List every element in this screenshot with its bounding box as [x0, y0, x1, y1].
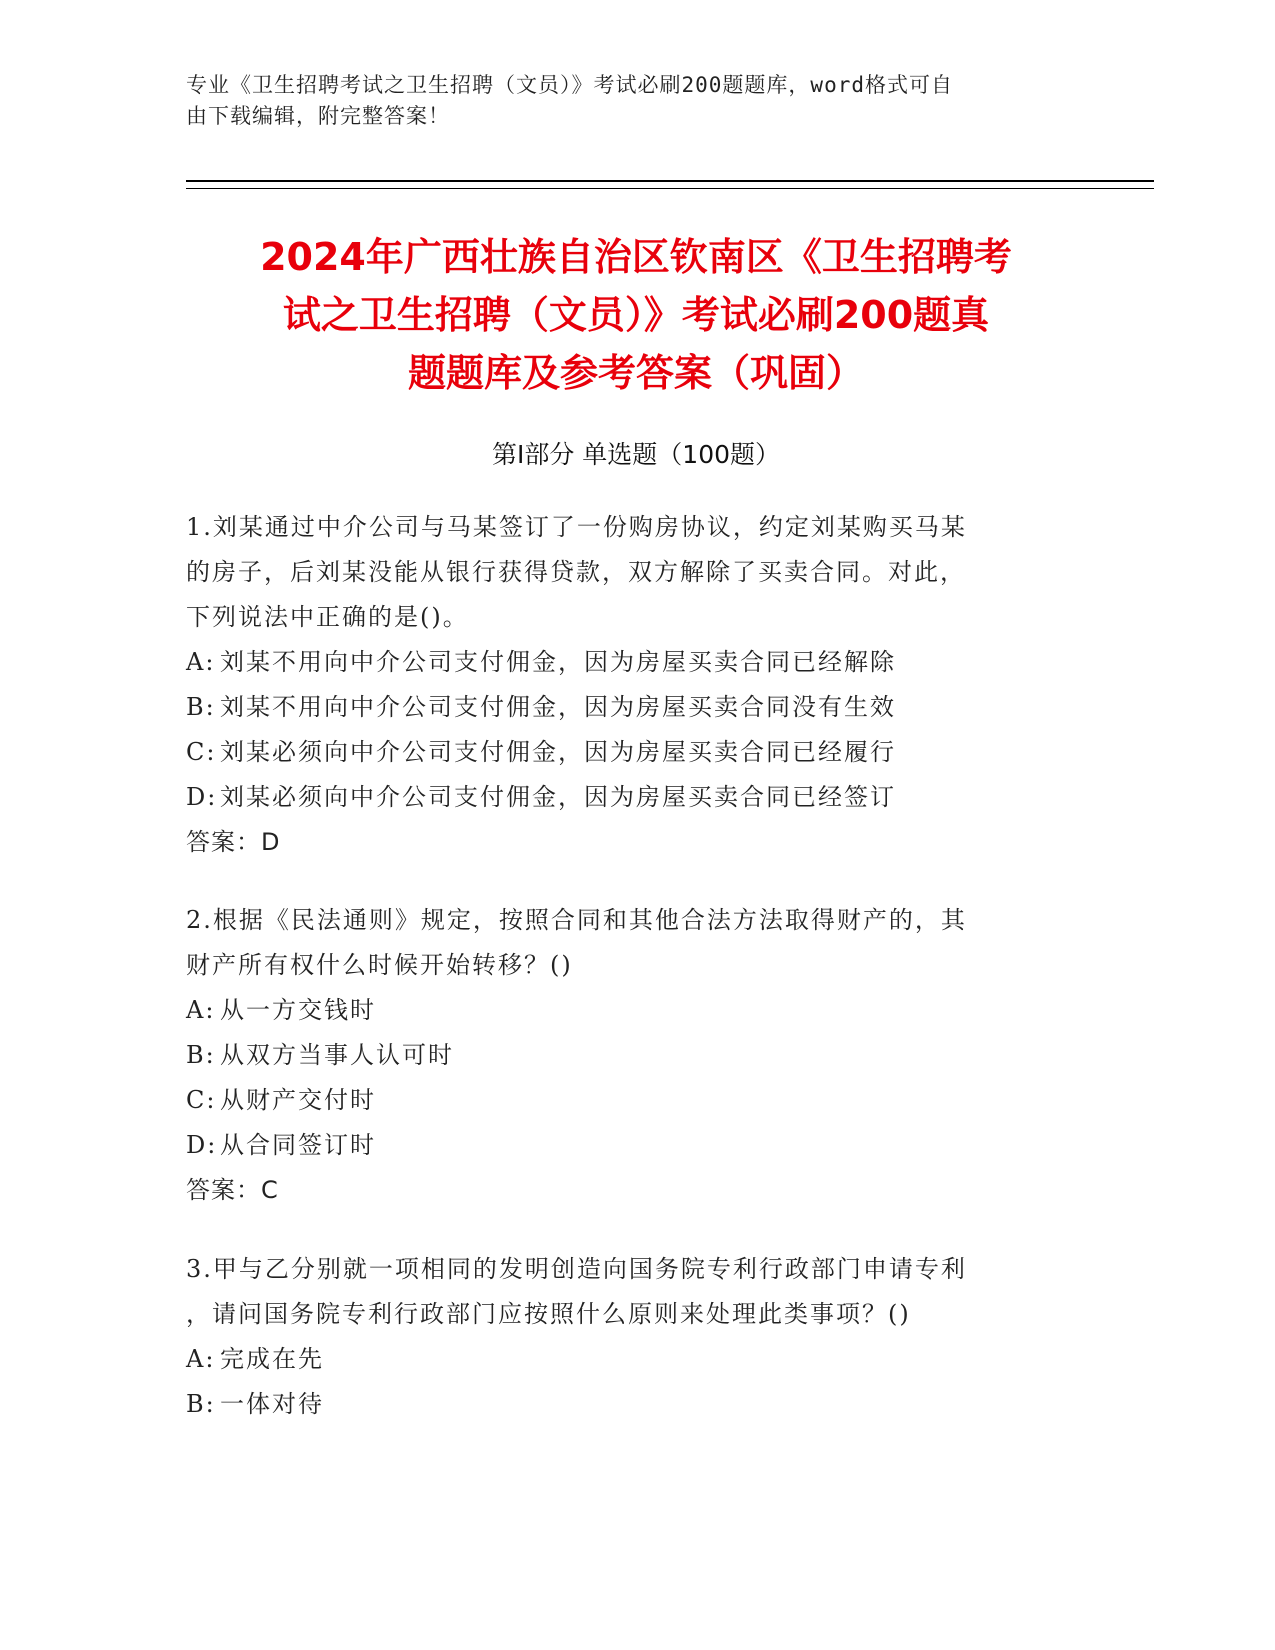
- option-letter: D:: [186, 783, 218, 811]
- option-text: 刘某必须向中介公司支付佣金，因为房屋买卖合同已经履行: [220, 738, 896, 766]
- question-stem: 2.根据《民法通则》规定，按照合同和其他合法方法取得财产的，其: [186, 906, 967, 934]
- option-letter: B:: [186, 1390, 216, 1418]
- option-text: 从合同签订时: [220, 1131, 376, 1159]
- header-divider-thick: [186, 180, 1154, 182]
- title-line: 2024年广西壮族自治区钦南区《卫生招聘考: [260, 235, 1012, 279]
- option-letter: C:: [186, 738, 217, 766]
- option-a: [186, 640, 1066, 685]
- header-note-line: 由下载编辑，附完整答案！: [186, 104, 450, 128]
- question-block: [186, 505, 1066, 865]
- document-title: [186, 228, 1086, 402]
- option-letter: D:: [186, 1131, 218, 1159]
- option-text: 一体对待: [220, 1390, 324, 1418]
- section-heading: 第Ⅰ部分 单选题（100题）: [491, 440, 781, 469]
- question-block: [186, 898, 1066, 1213]
- option-letter: B:: [186, 693, 216, 721]
- option-text: 从一方交钱时: [220, 996, 376, 1024]
- question-stem: 下列说法中正确的是()。: [186, 603, 469, 631]
- option-b: [186, 1033, 1066, 1078]
- option-text: 从财产交付时: [220, 1086, 376, 1114]
- question-stem: 的房子，后刘某没能从银行获得贷款，双方解除了买卖合同。对此，: [186, 558, 966, 586]
- header-note-line: 专业《卫生招聘考试之卫生招聘（文员）》考试必刷200题题库，word格式可自: [186, 73, 953, 97]
- answer-line: 答案：D: [186, 828, 281, 856]
- question-block: [186, 1247, 1066, 1427]
- option-a: [186, 988, 1066, 1033]
- option-letter: A:: [186, 996, 216, 1024]
- question-stem: 3.甲与乙分别就一项相同的发明创造向国务院专利行政部门申请专利: [186, 1255, 967, 1283]
- option-text: 刘某不用向中介公司支付佣金，因为房屋买卖合同没有生效: [220, 693, 896, 721]
- option-letter: B:: [186, 1041, 216, 1069]
- question-stem: 财产所有权什么时候开始转移？(): [186, 951, 573, 979]
- answer-line: 答案：C: [186, 1176, 279, 1204]
- title-line: 题题库及参考答案（巩固）: [407, 351, 864, 395]
- option-b: [186, 1382, 1066, 1427]
- option-b: [186, 685, 1066, 730]
- header-note: [186, 70, 1066, 132]
- option-text: 刘某不用向中介公司支付佣金，因为房屋买卖合同已经解除: [220, 648, 896, 676]
- title-line: 试之卫生招聘（文员）》考试必刷200题真: [282, 293, 990, 337]
- option-letter: A:: [186, 1345, 216, 1373]
- question-stem: 1.刘某通过中介公司与马某签订了一份购房协议，约定刘某购买马某: [186, 513, 967, 541]
- question-stem: ，请问国务院专利行政部门应按照什么原则来处理此类事项？(): [186, 1300, 911, 1328]
- header-divider-thin: [186, 188, 1154, 189]
- option-a: [186, 1337, 1066, 1382]
- option-text: 刘某必须向中介公司支付佣金，因为房屋买卖合同已经签订: [220, 783, 896, 811]
- option-c: [186, 1078, 1066, 1123]
- option-text: 完成在先: [220, 1345, 324, 1373]
- option-letter: A:: [186, 648, 216, 676]
- option-text: 从双方当事人认可时: [220, 1041, 454, 1069]
- option-c: [186, 730, 1066, 775]
- option-d: [186, 1123, 1066, 1168]
- option-letter: C:: [186, 1086, 217, 1114]
- option-d: [186, 775, 1066, 820]
